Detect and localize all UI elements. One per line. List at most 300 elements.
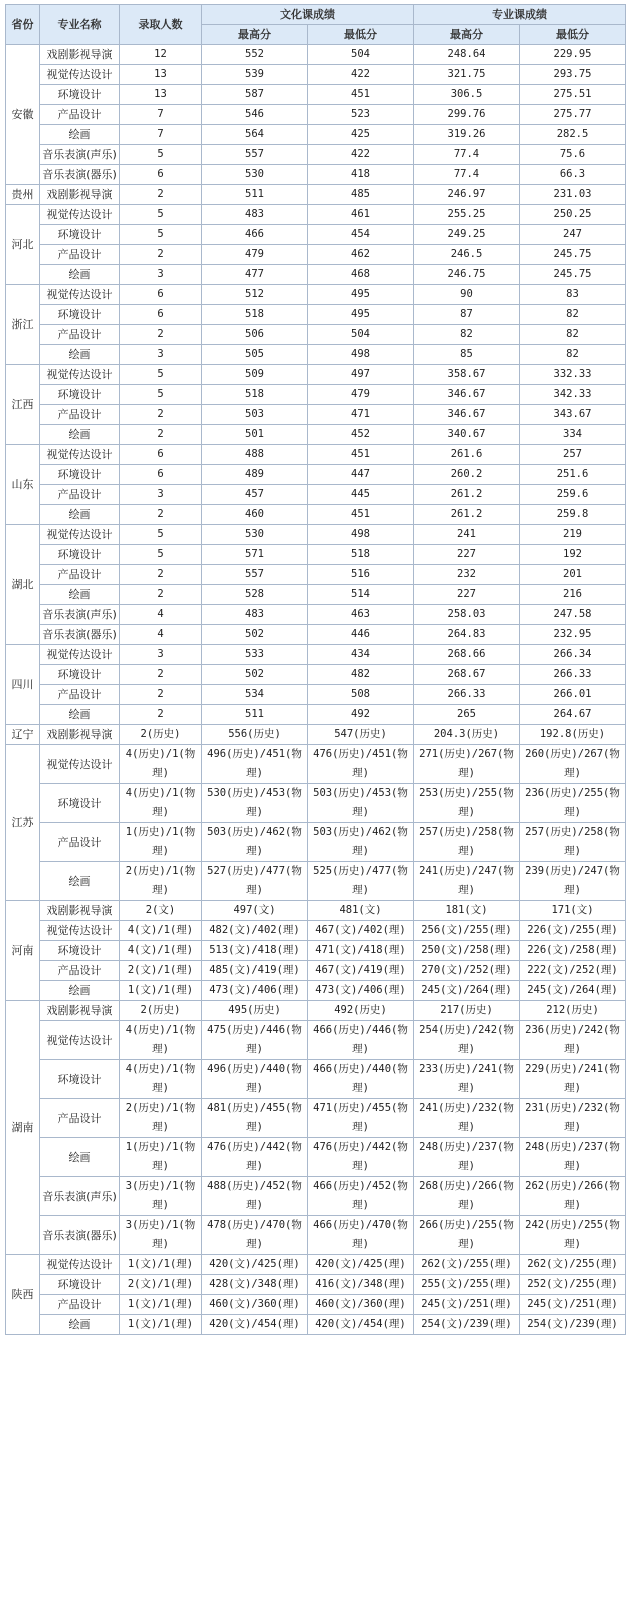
header-professional-score: 专业课成绩 bbox=[414, 5, 626, 25]
major-cell: 绘画 bbox=[40, 425, 120, 445]
professional-min-cell: 66.3 bbox=[520, 165, 626, 185]
major-cell: 产品设计 bbox=[40, 961, 120, 981]
major-cell: 环境设计 bbox=[40, 1060, 120, 1099]
professional-max-cell: 260.2 bbox=[414, 465, 520, 485]
major-cell: 绘画 bbox=[40, 705, 120, 725]
culture-max-cell: 503(历史)/462(物理) bbox=[202, 823, 308, 862]
major-cell: 环境设计 bbox=[40, 465, 120, 485]
count-cell: 2 bbox=[120, 565, 202, 585]
professional-min-cell: 275.51 bbox=[520, 85, 626, 105]
table-row bbox=[6, 1177, 626, 1216]
professional-min-cell: 226(文)/255(理) bbox=[520, 921, 626, 941]
professional-max-cell: 181(文) bbox=[414, 901, 520, 921]
professional-max-cell: 261.2 bbox=[414, 505, 520, 525]
table-row bbox=[6, 784, 626, 823]
major-cell: 产品设计 bbox=[40, 823, 120, 862]
professional-min-cell: 236(历史)/255(物理) bbox=[520, 784, 626, 823]
province-cell: 河北 bbox=[6, 205, 40, 285]
count-cell: 5 bbox=[120, 365, 202, 385]
header-province: 省份 bbox=[6, 5, 40, 45]
major-cell: 产品设计 bbox=[40, 485, 120, 505]
culture-min-cell: 447 bbox=[308, 465, 414, 485]
culture-min-cell: 498 bbox=[308, 345, 414, 365]
table-row bbox=[6, 862, 626, 901]
professional-min-cell: 262(文)/255(理) bbox=[520, 1255, 626, 1275]
professional-max-cell: 246.5 bbox=[414, 245, 520, 265]
province-cell: 湖北 bbox=[6, 525, 40, 645]
major-cell: 视觉传达设计 bbox=[40, 445, 120, 465]
culture-max-cell: 530 bbox=[202, 165, 308, 185]
major-cell: 视觉传达设计 bbox=[40, 65, 120, 85]
culture-min-cell: 466(历史)/446(物理) bbox=[308, 1021, 414, 1060]
culture-max-cell: 476(历史)/442(物理) bbox=[202, 1138, 308, 1177]
professional-max-cell: 245(文)/264(理) bbox=[414, 981, 520, 1001]
culture-max-cell: 527(历史)/477(物理) bbox=[202, 862, 308, 901]
professional-max-cell: 266(历史)/255(物理) bbox=[414, 1216, 520, 1255]
major-cell: 视觉传达设计 bbox=[40, 1021, 120, 1060]
count-cell: 6 bbox=[120, 465, 202, 485]
professional-min-cell: 275.77 bbox=[520, 105, 626, 125]
table-row bbox=[6, 1001, 626, 1021]
professional-max-cell: 87 bbox=[414, 305, 520, 325]
professional-max-cell: 256(文)/255(理) bbox=[414, 921, 520, 941]
table-row bbox=[6, 665, 626, 685]
culture-max-cell: 483 bbox=[202, 605, 308, 625]
culture-max-cell: 495(历史) bbox=[202, 1001, 308, 1021]
professional-min-cell: 332.33 bbox=[520, 365, 626, 385]
culture-max-cell: 477 bbox=[202, 265, 308, 285]
culture-max-cell: 530(历史)/453(物理) bbox=[202, 784, 308, 823]
table-row bbox=[6, 941, 626, 961]
table-row bbox=[6, 565, 626, 585]
professional-min-cell: 171(文) bbox=[520, 901, 626, 921]
major-cell: 视觉传达设计 bbox=[40, 365, 120, 385]
culture-min-cell: 498 bbox=[308, 525, 414, 545]
professional-min-cell: 82 bbox=[520, 325, 626, 345]
province-cell: 辽宁 bbox=[6, 725, 40, 745]
professional-max-cell: 241 bbox=[414, 525, 520, 545]
table-row bbox=[6, 1295, 626, 1315]
professional-max-cell: 245(文)/251(理) bbox=[414, 1295, 520, 1315]
major-cell: 戏剧影视导演 bbox=[40, 901, 120, 921]
professional-min-cell: 83 bbox=[520, 285, 626, 305]
professional-max-cell: 258.03 bbox=[414, 605, 520, 625]
table-row bbox=[6, 225, 626, 245]
count-cell: 2 bbox=[120, 185, 202, 205]
professional-min-cell: 192 bbox=[520, 545, 626, 565]
header-culture-score: 文化课成绩 bbox=[202, 5, 414, 25]
culture-max-cell: 420(文)/425(理) bbox=[202, 1255, 308, 1275]
professional-max-cell: 271(历史)/267(物理) bbox=[414, 745, 520, 784]
culture-min-cell: 466(历史)/452(物理) bbox=[308, 1177, 414, 1216]
culture-min-cell: 503(历史)/453(物理) bbox=[308, 784, 414, 823]
culture-min-cell: 418 bbox=[308, 165, 414, 185]
table-row bbox=[6, 105, 626, 125]
culture-min-cell: 454 bbox=[308, 225, 414, 245]
professional-min-cell: 248(历史)/237(物理) bbox=[520, 1138, 626, 1177]
province-cell: 山东 bbox=[6, 445, 40, 525]
count-cell: 2(文) bbox=[120, 901, 202, 921]
table-row bbox=[6, 585, 626, 605]
major-cell: 环境设计 bbox=[40, 665, 120, 685]
culture-max-cell: 552 bbox=[202, 45, 308, 65]
culture-max-cell: 483 bbox=[202, 205, 308, 225]
table-row bbox=[6, 1315, 626, 1335]
professional-max-cell: 264.83 bbox=[414, 625, 520, 645]
professional-min-cell: 266.34 bbox=[520, 645, 626, 665]
culture-max-cell: 557 bbox=[202, 565, 308, 585]
professional-min-cell: 342.33 bbox=[520, 385, 626, 405]
count-cell: 7 bbox=[120, 105, 202, 125]
culture-min-cell: 466(历史)/470(物理) bbox=[308, 1216, 414, 1255]
culture-max-cell: 475(历史)/446(物理) bbox=[202, 1021, 308, 1060]
table-row bbox=[6, 345, 626, 365]
count-cell: 13 bbox=[120, 65, 202, 85]
culture-max-cell: 534 bbox=[202, 685, 308, 705]
culture-min-cell: 468 bbox=[308, 265, 414, 285]
professional-max-cell: 82 bbox=[414, 325, 520, 345]
count-cell: 2(历史) bbox=[120, 1001, 202, 1021]
count-cell: 4(文)/1(理) bbox=[120, 921, 202, 941]
table-row bbox=[6, 823, 626, 862]
table-row bbox=[6, 65, 626, 85]
major-cell: 视觉传达设计 bbox=[40, 285, 120, 305]
professional-min-cell: 242(历史)/255(物理) bbox=[520, 1216, 626, 1255]
professional-max-cell: 306.5 bbox=[414, 85, 520, 105]
count-cell: 1(历史)/1(物理) bbox=[120, 1138, 202, 1177]
professional-min-cell: 229.95 bbox=[520, 45, 626, 65]
culture-min-cell: 518 bbox=[308, 545, 414, 565]
culture-min-cell: 476(历史)/451(物理) bbox=[308, 745, 414, 784]
major-cell: 音乐表演(声乐) bbox=[40, 605, 120, 625]
major-cell: 产品设计 bbox=[40, 105, 120, 125]
culture-max-cell: 496(历史)/440(物理) bbox=[202, 1060, 308, 1099]
professional-max-cell: 346.67 bbox=[414, 385, 520, 405]
professional-max-cell: 299.76 bbox=[414, 105, 520, 125]
professional-min-cell: 282.5 bbox=[520, 125, 626, 145]
culture-max-cell: 518 bbox=[202, 385, 308, 405]
table-row bbox=[6, 961, 626, 981]
culture-min-cell: 473(文)/406(理) bbox=[308, 981, 414, 1001]
culture-max-cell: 512 bbox=[202, 285, 308, 305]
province-cell: 四川 bbox=[6, 645, 40, 725]
culture-min-cell: 504 bbox=[308, 45, 414, 65]
major-cell: 视觉传达设计 bbox=[40, 525, 120, 545]
table-row bbox=[6, 921, 626, 941]
major-cell: 绘画 bbox=[40, 265, 120, 285]
table-row bbox=[6, 505, 626, 525]
table-row bbox=[6, 325, 626, 345]
culture-max-cell: 496(历史)/451(物理) bbox=[202, 745, 308, 784]
count-cell: 4 bbox=[120, 625, 202, 645]
professional-min-cell: 229(历史)/241(物理) bbox=[520, 1060, 626, 1099]
professional-min-cell: 212(历史) bbox=[520, 1001, 626, 1021]
culture-min-cell: 471 bbox=[308, 405, 414, 425]
culture-min-cell: 508 bbox=[308, 685, 414, 705]
table-row bbox=[6, 145, 626, 165]
culture-min-cell: 425 bbox=[308, 125, 414, 145]
professional-max-cell: 265 bbox=[414, 705, 520, 725]
table-row bbox=[6, 645, 626, 665]
professional-min-cell: 201 bbox=[520, 565, 626, 585]
header-professional-max: 最高分 bbox=[414, 25, 520, 45]
table-row bbox=[6, 545, 626, 565]
admission-score-table-container bbox=[5, 4, 625, 1335]
count-cell: 3(历史)/1(物理) bbox=[120, 1216, 202, 1255]
culture-min-cell: 466(历史)/440(物理) bbox=[308, 1060, 414, 1099]
table-row bbox=[6, 285, 626, 305]
professional-max-cell: 319.26 bbox=[414, 125, 520, 145]
table-row bbox=[6, 705, 626, 725]
table-row bbox=[6, 445, 626, 465]
culture-max-cell: 528 bbox=[202, 585, 308, 605]
professional-max-cell: 227 bbox=[414, 545, 520, 565]
culture-min-cell: 422 bbox=[308, 145, 414, 165]
table-row bbox=[6, 45, 626, 65]
province-cell: 河南 bbox=[6, 901, 40, 1001]
professional-min-cell: 245.75 bbox=[520, 265, 626, 285]
culture-min-cell: 492(历史) bbox=[308, 1001, 414, 1021]
count-cell: 1(历史)/1(物理) bbox=[120, 823, 202, 862]
province-cell: 贵州 bbox=[6, 185, 40, 205]
major-cell: 绘画 bbox=[40, 1315, 120, 1335]
professional-max-cell: 268(历史)/266(物理) bbox=[414, 1177, 520, 1216]
culture-max-cell: 530 bbox=[202, 525, 308, 545]
culture-min-cell: 481(文) bbox=[308, 901, 414, 921]
major-cell: 视觉传达设计 bbox=[40, 1255, 120, 1275]
professional-min-cell: 226(文)/258(理) bbox=[520, 941, 626, 961]
table-row bbox=[6, 525, 626, 545]
culture-max-cell: 564 bbox=[202, 125, 308, 145]
professional-min-cell: 259.6 bbox=[520, 485, 626, 505]
major-cell: 戏剧影视导演 bbox=[40, 725, 120, 745]
culture-max-cell: 473(文)/406(理) bbox=[202, 981, 308, 1001]
province-cell: 浙江 bbox=[6, 285, 40, 365]
professional-min-cell: 251.6 bbox=[520, 465, 626, 485]
culture-min-cell: 467(文)/402(理) bbox=[308, 921, 414, 941]
professional-min-cell: 266.01 bbox=[520, 685, 626, 705]
count-cell: 5 bbox=[120, 385, 202, 405]
professional-min-cell: 236(历史)/242(物理) bbox=[520, 1021, 626, 1060]
count-cell: 4(历史)/1(物理) bbox=[120, 745, 202, 784]
major-cell: 产品设计 bbox=[40, 405, 120, 425]
major-cell: 产品设计 bbox=[40, 245, 120, 265]
count-cell: 2(历史) bbox=[120, 725, 202, 745]
professional-max-cell: 340.67 bbox=[414, 425, 520, 445]
count-cell: 2 bbox=[120, 325, 202, 345]
professional-max-cell: 248.64 bbox=[414, 45, 520, 65]
table-row bbox=[6, 365, 626, 385]
professional-min-cell: 231(历史)/232(物理) bbox=[520, 1099, 626, 1138]
province-cell: 江苏 bbox=[6, 745, 40, 901]
professional-max-cell: 233(历史)/241(物理) bbox=[414, 1060, 520, 1099]
professional-min-cell: 254(文)/239(理) bbox=[520, 1315, 626, 1335]
major-cell: 绘画 bbox=[40, 585, 120, 605]
table-row bbox=[6, 1216, 626, 1255]
professional-max-cell: 255(文)/255(理) bbox=[414, 1275, 520, 1295]
culture-max-cell: 587 bbox=[202, 85, 308, 105]
professional-max-cell: 85 bbox=[414, 345, 520, 365]
professional-min-cell: 257(历史)/258(物理) bbox=[520, 823, 626, 862]
count-cell: 3 bbox=[120, 265, 202, 285]
culture-max-cell: 481(历史)/455(物理) bbox=[202, 1099, 308, 1138]
culture-max-cell: 466 bbox=[202, 225, 308, 245]
culture-min-cell: 422 bbox=[308, 65, 414, 85]
table-row bbox=[6, 245, 626, 265]
professional-min-cell: 192.8(历史) bbox=[520, 725, 626, 745]
count-cell: 13 bbox=[120, 85, 202, 105]
professional-min-cell: 216 bbox=[520, 585, 626, 605]
culture-min-cell: 516 bbox=[308, 565, 414, 585]
culture-max-cell: 489 bbox=[202, 465, 308, 485]
count-cell: 7 bbox=[120, 125, 202, 145]
count-cell: 12 bbox=[120, 45, 202, 65]
culture-max-cell: 420(文)/454(理) bbox=[202, 1315, 308, 1335]
count-cell: 5 bbox=[120, 205, 202, 225]
professional-min-cell: 222(文)/252(理) bbox=[520, 961, 626, 981]
professional-min-cell: 247.58 bbox=[520, 605, 626, 625]
culture-max-cell: 428(文)/348(理) bbox=[202, 1275, 308, 1295]
major-cell: 产品设计 bbox=[40, 1099, 120, 1138]
count-cell: 2(历史)/1(物理) bbox=[120, 862, 202, 901]
culture-min-cell: 451 bbox=[308, 85, 414, 105]
culture-max-cell: 518 bbox=[202, 305, 308, 325]
professional-max-cell: 261.6 bbox=[414, 445, 520, 465]
culture-max-cell: 502 bbox=[202, 625, 308, 645]
table-row bbox=[6, 485, 626, 505]
culture-max-cell: 497(文) bbox=[202, 901, 308, 921]
professional-min-cell: 264.67 bbox=[520, 705, 626, 725]
professional-max-cell: 249.25 bbox=[414, 225, 520, 245]
count-cell: 6 bbox=[120, 445, 202, 465]
culture-max-cell: 460 bbox=[202, 505, 308, 525]
count-cell: 4 bbox=[120, 605, 202, 625]
major-cell: 音乐表演(声乐) bbox=[40, 145, 120, 165]
table-row bbox=[6, 185, 626, 205]
major-cell: 音乐表演(器乐) bbox=[40, 1216, 120, 1255]
major-cell: 戏剧影视导演 bbox=[40, 1001, 120, 1021]
count-cell: 6 bbox=[120, 165, 202, 185]
culture-min-cell: 445 bbox=[308, 485, 414, 505]
table-row bbox=[6, 685, 626, 705]
culture-min-cell: 476(历史)/442(物理) bbox=[308, 1138, 414, 1177]
culture-min-cell: 416(文)/348(理) bbox=[308, 1275, 414, 1295]
culture-min-cell: 461 bbox=[308, 205, 414, 225]
count-cell: 5 bbox=[120, 145, 202, 165]
count-cell: 6 bbox=[120, 305, 202, 325]
table-row bbox=[6, 605, 626, 625]
count-cell: 1(文)/1(理) bbox=[120, 1255, 202, 1275]
professional-max-cell: 204.3(历史) bbox=[414, 725, 520, 745]
table-row bbox=[6, 165, 626, 185]
culture-max-cell: 502 bbox=[202, 665, 308, 685]
table-row bbox=[6, 85, 626, 105]
count-cell: 5 bbox=[120, 225, 202, 245]
professional-min-cell: 245(文)/251(理) bbox=[520, 1295, 626, 1315]
culture-min-cell: 504 bbox=[308, 325, 414, 345]
table-body bbox=[6, 45, 626, 1335]
culture-min-cell: 460(文)/360(理) bbox=[308, 1295, 414, 1315]
culture-max-cell: 546 bbox=[202, 105, 308, 125]
culture-min-cell: 434 bbox=[308, 645, 414, 665]
culture-max-cell: 513(文)/418(理) bbox=[202, 941, 308, 961]
professional-max-cell: 255.25 bbox=[414, 205, 520, 225]
professional-min-cell: 231.03 bbox=[520, 185, 626, 205]
major-cell: 视觉传达设计 bbox=[40, 745, 120, 784]
culture-min-cell: 420(文)/454(理) bbox=[308, 1315, 414, 1335]
count-cell: 2 bbox=[120, 505, 202, 525]
professional-min-cell: 247 bbox=[520, 225, 626, 245]
professional-min-cell: 219 bbox=[520, 525, 626, 545]
table-row bbox=[6, 205, 626, 225]
culture-min-cell: 503(历史)/462(物理) bbox=[308, 823, 414, 862]
culture-min-cell: 463 bbox=[308, 605, 414, 625]
professional-max-cell: 268.67 bbox=[414, 665, 520, 685]
professional-min-cell: 266.33 bbox=[520, 665, 626, 685]
professional-max-cell: 248(历史)/237(物理) bbox=[414, 1138, 520, 1177]
major-cell: 音乐表演(声乐) bbox=[40, 1177, 120, 1216]
count-cell: 2 bbox=[120, 405, 202, 425]
culture-max-cell: 505 bbox=[202, 345, 308, 365]
table-row bbox=[6, 625, 626, 645]
culture-max-cell: 511 bbox=[202, 185, 308, 205]
province-cell: 江西 bbox=[6, 365, 40, 445]
culture-max-cell: 556(历史) bbox=[202, 725, 308, 745]
professional-min-cell: 252(文)/255(理) bbox=[520, 1275, 626, 1295]
count-cell: 2(文)/1(理) bbox=[120, 961, 202, 981]
major-cell: 音乐表演(器乐) bbox=[40, 625, 120, 645]
culture-min-cell: 467(文)/419(理) bbox=[308, 961, 414, 981]
table-row bbox=[6, 425, 626, 445]
major-cell: 环境设计 bbox=[40, 1275, 120, 1295]
table-row bbox=[6, 981, 626, 1001]
table-row bbox=[6, 1275, 626, 1295]
professional-max-cell: 261.2 bbox=[414, 485, 520, 505]
professional-min-cell: 257 bbox=[520, 445, 626, 465]
professional-min-cell: 260(历史)/267(物理) bbox=[520, 745, 626, 784]
culture-min-cell: 462 bbox=[308, 245, 414, 265]
culture-max-cell: 511 bbox=[202, 705, 308, 725]
major-cell: 绘画 bbox=[40, 862, 120, 901]
table-row bbox=[6, 1021, 626, 1060]
professional-min-cell: 250.25 bbox=[520, 205, 626, 225]
professional-min-cell: 232.95 bbox=[520, 625, 626, 645]
culture-min-cell: 471(历史)/455(物理) bbox=[308, 1099, 414, 1138]
professional-max-cell: 346.67 bbox=[414, 405, 520, 425]
professional-max-cell: 253(历史)/255(物理) bbox=[414, 784, 520, 823]
table-row bbox=[6, 725, 626, 745]
culture-min-cell: 446 bbox=[308, 625, 414, 645]
culture-max-cell: 485(文)/419(理) bbox=[202, 961, 308, 981]
count-cell: 3 bbox=[120, 345, 202, 365]
count-cell: 3 bbox=[120, 645, 202, 665]
culture-max-cell: 479 bbox=[202, 245, 308, 265]
major-cell: 绘画 bbox=[40, 1138, 120, 1177]
professional-min-cell: 293.75 bbox=[520, 65, 626, 85]
table-row bbox=[6, 901, 626, 921]
table-row bbox=[6, 1255, 626, 1275]
table-row bbox=[6, 305, 626, 325]
culture-min-cell: 471(文)/418(理) bbox=[308, 941, 414, 961]
count-cell: 1(文)/1(理) bbox=[120, 1295, 202, 1315]
major-cell: 视觉传达设计 bbox=[40, 921, 120, 941]
professional-max-cell: 246.75 bbox=[414, 265, 520, 285]
professional-max-cell: 232 bbox=[414, 565, 520, 585]
culture-max-cell: 501 bbox=[202, 425, 308, 445]
professional-max-cell: 321.75 bbox=[414, 65, 520, 85]
professional-min-cell: 245(文)/264(理) bbox=[520, 981, 626, 1001]
major-cell: 绘画 bbox=[40, 505, 120, 525]
